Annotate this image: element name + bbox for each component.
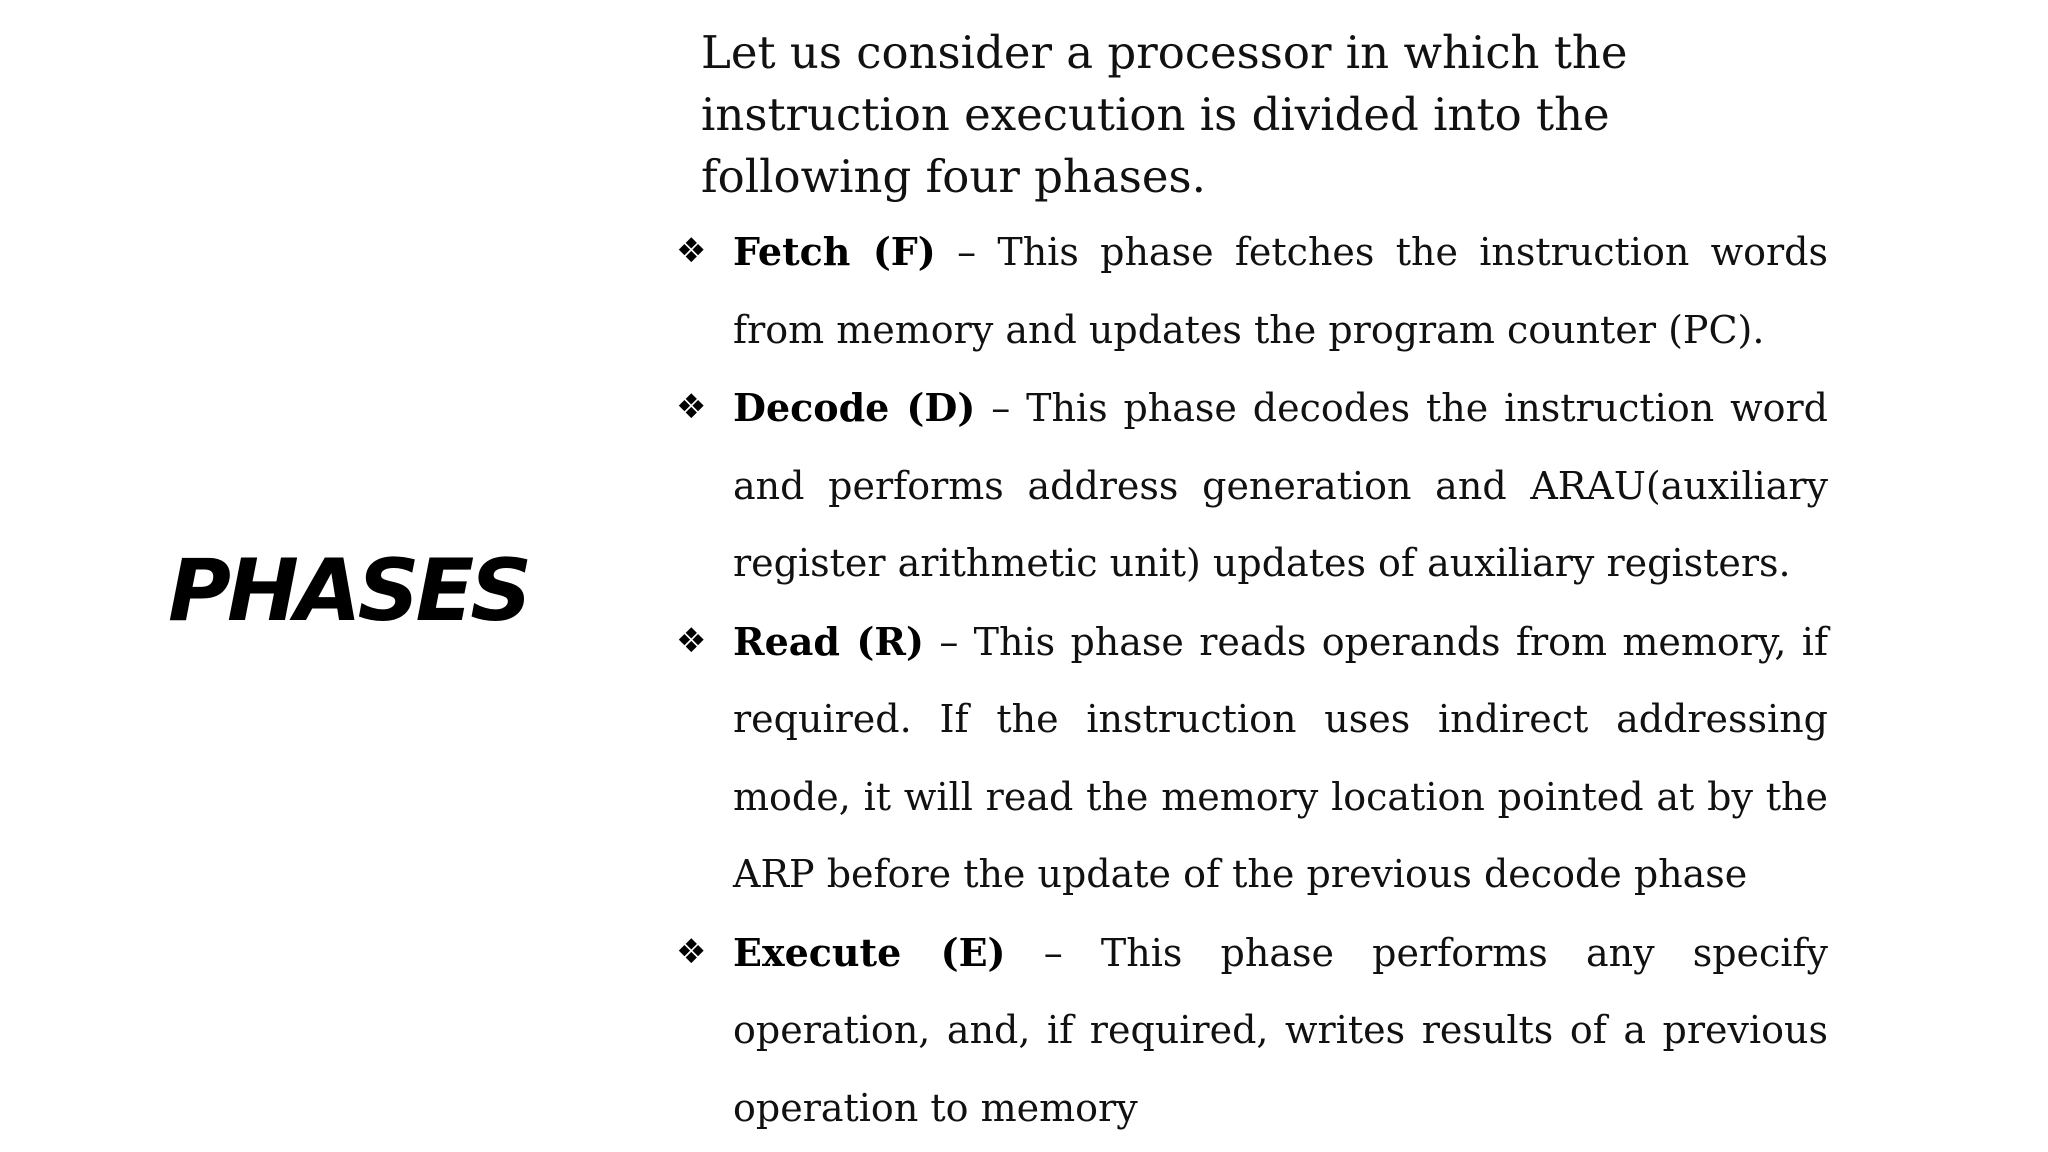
phase-item-fetch [676, 213, 1828, 369]
phase-separator: – [935, 230, 998, 274]
four-diamond-bullet-icon: ❖ [676, 931, 707, 972]
phase-separator: – [1005, 930, 1101, 975]
phase-separator: – [923, 619, 974, 664]
phase-separator: – [975, 386, 1027, 430]
phase-description: This phase performs any specify operation, and, if required, writes results of a previous operation to memory [733, 930, 1828, 1130]
phase-term: Decode (D) [733, 385, 976, 430]
phase-item-execute [676, 914, 1828, 1148]
intro-paragraph: Let us consider a processor in which the instruction execution is divided into the following four phases. [701, 26, 1628, 203]
phase-list [676, 213, 1828, 1147]
four-diamond-bullet-icon: ❖ [676, 387, 707, 427]
phase-description: This phase decodes the instruction word and performs address generation and ARAU(auxiliary register arithmetic unit) updates of auxiliary registers. [733, 386, 1828, 585]
four-diamond-bullet-icon: ❖ [676, 231, 707, 271]
phase-description: This phase fetches the instruction words from memory and updates the program counter (PC). [733, 230, 1828, 352]
phase-term: Execute (E) [733, 929, 1006, 975]
phase-item-read [676, 603, 1828, 914]
phase-term: Fetch (F) [733, 229, 936, 274]
slide-title: PHASES [168, 541, 529, 641]
phase-term: Read (R) [733, 618, 924, 664]
four-diamond-bullet-icon: ❖ [676, 620, 707, 661]
phase-item-decode [676, 369, 1828, 603]
phase-description: This phase reads operands from memory, if required. If the instruction uses indirect addressing mode, it will read the memory location pointed at by the ARP before the update of the previous decode phase [733, 619, 1829, 896]
